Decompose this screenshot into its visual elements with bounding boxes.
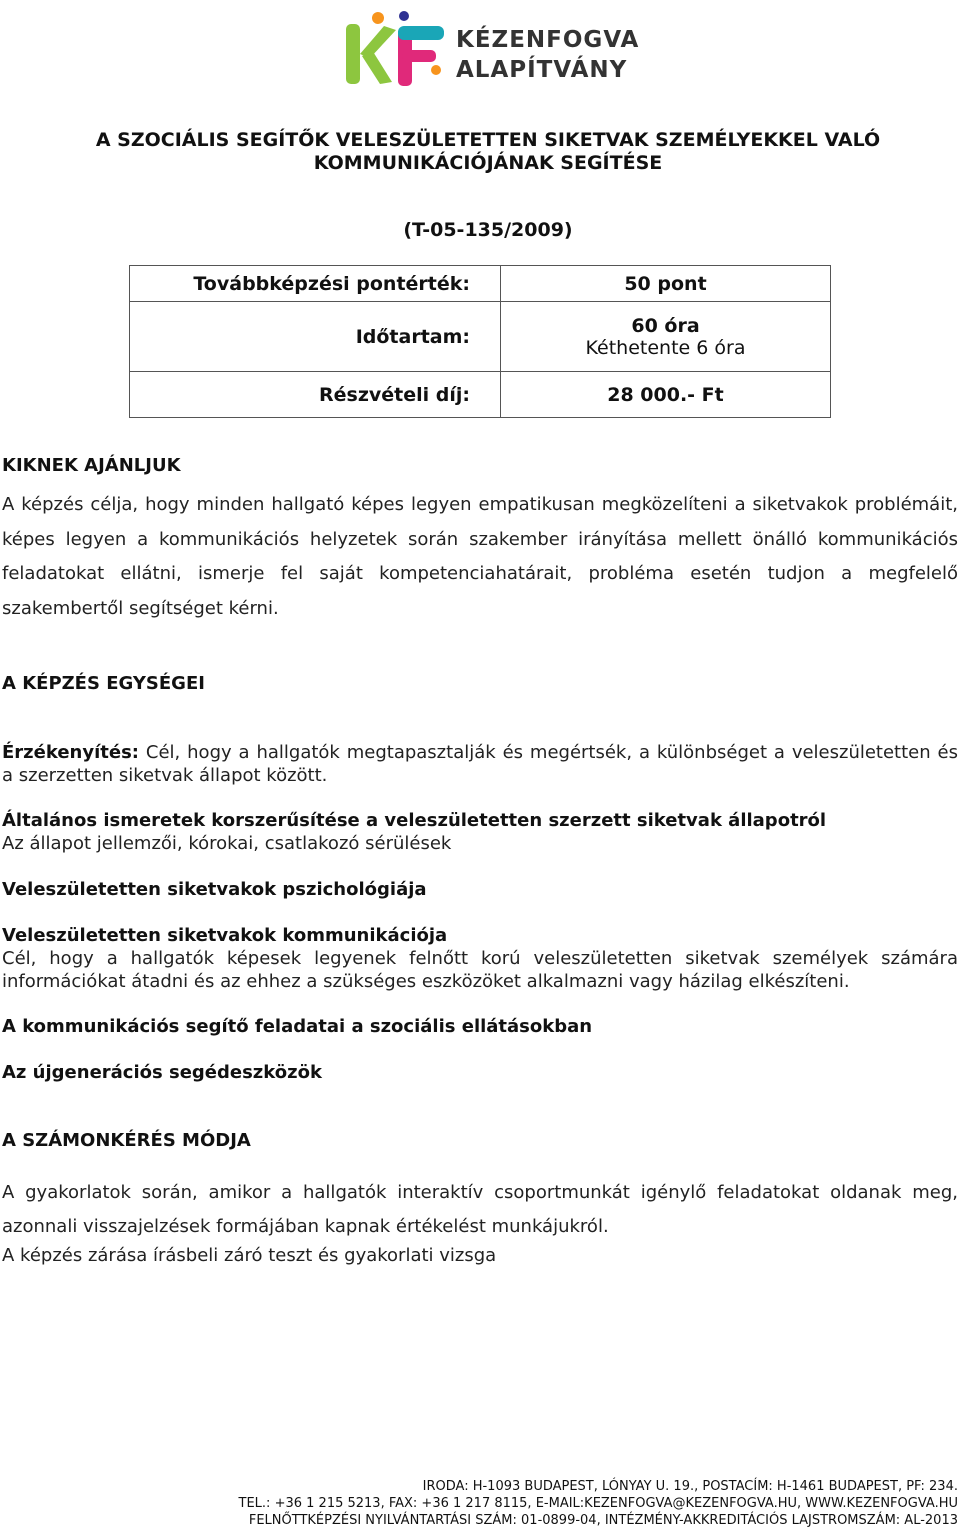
unit-6 — [2, 1061, 958, 1084]
course-info-table — [129, 265, 831, 418]
unit-1-title: Érzékenyítés: — [2, 742, 139, 763]
duration-value: 60 óra — [631, 314, 700, 337]
unit-5 — [2, 1015, 958, 1038]
assessment-text-1: A gyakorlatok során, amikor a hallgatók interaktív csoportmunkát igénylő feladatokat oldanak meg, azonnali visszajelzések formájában kapnak értékelést munkájukról. — [2, 1182, 958, 1237]
table-row — [130, 302, 831, 372]
document-title — [0, 129, 960, 175]
duration-cell — [501, 302, 831, 372]
duration-label: Időtartam: — [130, 302, 501, 372]
unit-4-title: Veleszületetten siketvakok kommunikációja — [2, 925, 448, 946]
units-heading: A KÉPZÉS EGYSÉGEI — [2, 673, 205, 694]
assessment-heading: A SZÁMONKÉRÉS MÓDJA — [2, 1130, 251, 1151]
kf-logo-mark-icon — [340, 8, 460, 90]
assessment-text-2: A képzés zárása írásbeli záró teszt és gyakorlati vizsga — [2, 1245, 497, 1266]
unit-1 — [2, 741, 958, 787]
points-value: 50 pont — [501, 266, 831, 302]
footer-registration: FELNŐTTKÉPZÉSI NYILVÁNTARTÁSI SZÁM: 01-0899-04, INTÉZMÉNY-AKKREDITÁCIÓS LAJSTROMSZÁM: AL-2013 — [248, 1513, 958, 1528]
course-code: (T-05-135/2009) — [403, 219, 573, 241]
footer-contact: TEL.: +36 1 215 5213, FAX: +36 1 217 8115, E-MAIL:KEZENFOGVA@KEZENFOGVA.HU, WWW.KEZENFOGVA.HU — [238, 1496, 958, 1511]
fee-label: Részvételi díj: — [130, 372, 501, 418]
audience-text: A képzés célja, hogy minden hallgató képes legyen empatikusan megközelíteni a siketvakok problémáit, képes legyen a kommunikációs helyzetek során szakember irányítása mellett önálló kommunikációs feladatokat ellátni, ismerje fel saját kompetenciahatárait, probléma esetén tudjon a megfelelő szakembertől segítséget kérni. — [2, 494, 958, 619]
unit-3-title: Veleszületetten siketvakok pszichológiája — [2, 879, 427, 900]
fee-value: 28 000.- Ft — [501, 372, 831, 418]
points-label: Továbbképzési pontérték: — [130, 266, 501, 302]
unit-2-title: Általános ismeretek korszerűsítése a veleszületetten szerzett siketvak állapotról — [2, 810, 827, 831]
unit-6-title: Az újgenerációs segédeszközök — [2, 1062, 322, 1083]
unit-5-title: A kommunikációs segítő feladatai a szociális ellátásokban — [2, 1016, 593, 1037]
table-row — [130, 266, 831, 302]
unit-2 — [2, 809, 958, 855]
unit-2-text: Az állapot jellemzői, kórokai, csatlakozó sérülések — [2, 833, 452, 854]
duration-sub: Kéthetente 6 óra — [585, 336, 746, 359]
title-line-2: KOMMUNIKÁCIÓJÁNAK SEGÍTÉSE — [313, 152, 663, 174]
title-line-1: A SZOCIÁLIS SEGÍTŐK VELESZÜLETETTEN SIKETVAK SZEMÉLYEKKEL VALÓ — [95, 129, 881, 151]
unit-3 — [2, 878, 958, 901]
footer-address: IRODA: H-1093 BUDAPEST, LÓNYAY U. 19., POSTACÍM: H-1461 BUDAPEST, PF: 234. — [422, 1479, 958, 1494]
unit-4-text: Cél, hogy a hallgatók képesek legyenek felnőtt korú veleszületetten siketvak személyek számára információkat átadni és az ehhez a szükséges eszközöket alkalmazni vagy házilag elkészíteni. — [2, 948, 958, 992]
table-row — [130, 372, 831, 418]
foundation-logo — [340, 8, 640, 90]
unit-1-text: Cél, hogy a hallgatók megtapasztalják és megértsék, a különbséget a veleszületetten és a szerzetten siketvak állapot között. — [2, 742, 958, 786]
unit-4 — [2, 924, 958, 993]
audience-heading: KIKNEK AJÁNLJUK — [2, 455, 181, 476]
logo-line-1: KÉZENFOGVA — [456, 27, 640, 53]
logo-line-2: ALAPÍTVÁNY — [456, 57, 628, 83]
